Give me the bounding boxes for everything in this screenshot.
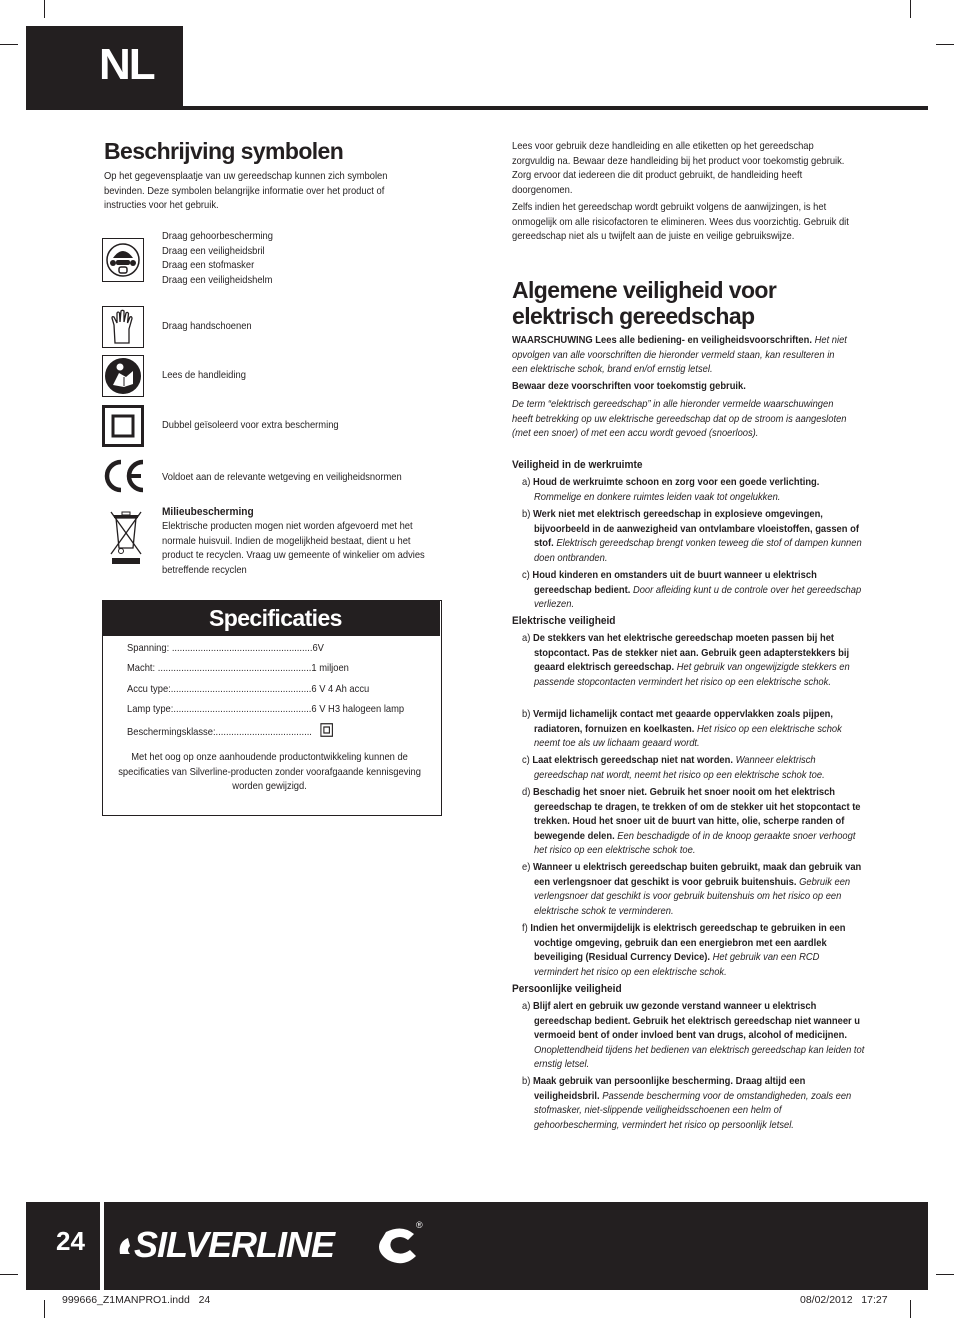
double-insulation-icon <box>102 405 144 447</box>
class-ii-icon <box>320 723 333 742</box>
symbol-line: Draag gehoorbescherming <box>162 231 273 242</box>
footer-separator <box>100 1202 104 1290</box>
intro-paragraph-2: Zelfs indien het gereedschap wordt gebruikt volgens de aanwijzingen, is het onmogelijk om alle risicofactoren te elimineren. Wees dus voorzichtig. Gebruik dit gereedschap niet als u twijfelt aan de juiste en veilige gebruikswijze. <box>512 202 849 243</box>
gloves-icon <box>102 306 144 348</box>
list-item <box>522 861 865 919</box>
header-rule <box>183 106 928 110</box>
item-bold: Indien het onvermijdelijk is elektrisch gereedschap te gebruiken in een vochtige omgeving, gebruik dan een energiebron met een aardlek beveiliging (Residual Currency Device). <box>530 923 846 964</box>
warning-italic: Het niet opvolgen van alle voorschriften die hieronder vermeld staan, kan resulteren in een elektrische schok, brand en/of ernstig letsel. <box>512 335 847 376</box>
symbol-text-gloves: Draag handschoenen <box>162 321 252 332</box>
specs-note: Met het oog op onze aanhoudende productontwikkeling kunnen de specificaties van Silverline-producten zonder voorafgaande kennisgeving worden gewijzigd. <box>118 752 421 793</box>
silverline-logo <box>116 1212 431 1277</box>
item-marker: a) <box>522 477 531 488</box>
symbols-title: Beschrijving symbolen <box>104 138 344 164</box>
symbol-text-insulation: Dubbel geïsoleerd voor extra bescherming <box>162 420 339 431</box>
specs-header <box>103 601 440 636</box>
language-code: NL <box>99 40 154 89</box>
item-italic: Gebruik een verlengsnoer dat geschikt is voor gebruik buitenshuis om het risico op een elektrische schok te verminderen. <box>533 876 851 917</box>
item-marker: b) <box>522 1076 531 1087</box>
symbol-line: Draag een veiligheidshelm <box>162 274 273 286</box>
item-marker: d) <box>522 787 531 798</box>
weee-heading: Milieubescherming <box>162 506 254 518</box>
item-italic: Het gebruik van een RCD vermindert het risico op een elektrische schok. <box>533 952 820 978</box>
item-bold: Wanneer u elektrisch gereedschap buiten gebruikt, maak dan gebruik van een verlengsnoer dat geschikt is voor gebruik buitenshuis. <box>532 862 862 888</box>
item-marker: f) <box>522 923 528 934</box>
keep-instructions <box>512 380 852 395</box>
list-item <box>522 632 865 690</box>
spec-label: Macht: ........................................................... <box>127 663 312 674</box>
section-heading-electrical: Elektrische veiligheid <box>512 615 616 627</box>
symbol-text-manual: Lees de handleiding <box>162 370 246 381</box>
warning-block <box>512 334 852 378</box>
item-italic: Elektrisch gereedschap brengt vonken teweeg die stof of dampen kunnen doen ontbranden. <box>533 538 862 564</box>
spec-label: Spanning: ...................................................... <box>127 643 313 654</box>
item-italic: Het risico op een elektrische schok neemt toe als uw lichaam geaard wordt. <box>533 723 842 750</box>
page-number: 24 <box>56 1226 85 1256</box>
item-marker: c) <box>522 755 530 766</box>
list-item <box>522 922 865 980</box>
spec-row <box>127 662 349 676</box>
specs-title: Specificaties <box>209 605 342 631</box>
spec-label: Beschermingsklasse:..................................... <box>127 727 312 739</box>
crop-mark <box>910 0 911 18</box>
file-slug: 999666_Z1MANPRO1.indd 24 <box>62 1294 211 1306</box>
item-bold: Houd de werkruimte schoon en zorg voor een goede verlichting. <box>532 477 820 488</box>
weee-text: Elektrische producten mogen niet worden afgevoerd met het normale huisvuil. Indien de mogelijkheid bestaat, dient u het product te recyclen. Vraag uw gemeente of winkelier om advies betreffende recyclen <box>162 521 425 576</box>
item-italic: Rommelige en donkere ruimtes leiden vaak tot ongelukken. <box>533 491 781 503</box>
spec-row <box>127 723 333 742</box>
symbol-text-safety <box>162 230 273 288</box>
list-item <box>522 569 865 613</box>
spec-value: 6V <box>312 643 324 654</box>
item-italic: Door afleiding kunt u de controle over het gereedschap verliezen. <box>533 584 862 611</box>
item-italic: Passende bescherming voor de omstandigheden, zoals een stofmasker, niet-slippende veiligheidsschoenen een helm of gehoorbescherming, vermindert het risico op persoonlijk letsel. <box>533 1090 852 1131</box>
list-item <box>522 476 865 505</box>
item-marker: b) <box>522 709 531 720</box>
weee-bin-icon <box>108 508 144 566</box>
item-bold: De stekkers van het elektrische gereedschap moeten passen bij het stopcontact. Pas de stekker niet aan. Gebruik geen adapterstekkers bij geaard elektrisch gereedschap. <box>532 633 850 674</box>
list-item <box>522 754 865 783</box>
crop-mark <box>44 1300 45 1318</box>
item-marker: e) <box>522 862 531 873</box>
section-heading-workspace: Veiligheid in de werkruimte <box>512 459 643 471</box>
spec-row <box>127 642 324 656</box>
section-heading-personal: Persoonlijke veiligheid <box>512 983 622 995</box>
spec-value: 1 miljoen <box>311 663 349 674</box>
item-marker: b) <box>522 509 531 520</box>
brand-wordmark: SILVERLINE <box>134 1224 335 1265</box>
registered-mark: ® <box>416 1220 423 1230</box>
list-item <box>522 708 865 752</box>
list-item <box>522 1075 865 1133</box>
item-bold: Vermijd lichamelijk contact met geaarde oppervlakken zoals pijpen, radiatoren, fornuizen en koelkasten. <box>532 709 833 735</box>
spec-label: Lamp type:..................................................... <box>127 704 312 715</box>
safety-title-line: Algemene veiligheid voor <box>512 277 777 303</box>
keep-bold: Bewaar deze voorschriften voor toekomstig gebruik. <box>512 381 746 392</box>
crop-mark <box>936 44 954 45</box>
item-bold: Laat elektrisch gereedschap niet nat worden. <box>532 755 733 766</box>
item-marker: c) <box>522 570 530 581</box>
list-item <box>522 508 865 566</box>
safety-gear-icon <box>102 238 144 282</box>
symbol-line: Draag een stofmasker <box>162 260 255 272</box>
list-item <box>522 786 865 859</box>
list-item <box>522 1000 865 1073</box>
spec-row <box>127 683 369 697</box>
item-marker: a) <box>522 1001 531 1012</box>
spec-row <box>127 703 404 717</box>
symbol-text-ce: Voldoet aan de relevante wetgeving en veiligheidsnormen <box>162 472 402 483</box>
term-definition <box>512 398 852 442</box>
spec-value: 6 V H3 halogeen lamp <box>311 704 405 715</box>
crop-mark <box>936 1274 954 1275</box>
spec-value: 6 V 4 Ah accu <box>311 684 370 695</box>
symbol-line: Draag een veiligheidsbril <box>162 245 265 257</box>
spec-label: Accu type:...................................................... <box>127 684 312 695</box>
intro-paragraph-1: Lees voor gebruik deze handleiding en alle etiketten op het gereedschap zorgvuldig na. Bewaar deze handleiding bij het product voor toekomstig gebruik. Zorg ervoor dat iedereen die dit product gebruikt, de handleiding heeft doorgenomen. <box>512 141 845 196</box>
crop-mark <box>0 44 18 45</box>
item-italic: Een beschadigde of in de knoop geraakte snoer verhoogt het risico op een elektrische schok toe. <box>533 830 856 857</box>
safety-title <box>512 277 776 329</box>
warning-bold: WAARSCHUWING Lees alle bediening- en veiligheidsvoorschriften. <box>512 335 812 346</box>
term-italic: De term “elektrisch gereedschap” in alle hieronder vermelde waarschuwingen heeft betrekking op uw elektrische gereedschap dat op de stroom is aangesloten (met een snoer) of met een accu wordt gevoed (snoerloos). <box>512 399 847 440</box>
item-bold: Houd kinderen en omstanders uit de buurt wanneer u elektrisch gereedschap bedient. <box>532 570 817 596</box>
safety-title-line: elektrisch gereedschap <box>512 303 755 329</box>
language-tab <box>26 26 183 110</box>
item-bold: Blijf alert en gebruik uw gezonde verstand wanneer u elektrisch gereedschap bedient. Gebruik het elektrisch gereedschap niet wanneer u vermoeid bent of onder invloed bent van drugs, alcohol of medicijnen. <box>532 1001 861 1042</box>
item-italic: Het gebruik van ongewijzigde stekkers en passende stopcontacten vermindert het risico op een elektrische schok. <box>533 662 850 688</box>
item-bold: Werk niet met elektrisch gereedschap in explosieve omgevingen, bijvoorbeeld in de aanwezigheid van ontvlambare vloeistoffen, gassen of stof. <box>532 509 859 550</box>
date-slug: 08/02/2012 17:27 <box>800 1294 888 1306</box>
item-italic: Wanneer elektrisch gereedschap nat wordt, neemt het risico op een elektrische schok toe. <box>533 755 825 781</box>
item-marker: a) <box>522 633 531 644</box>
item-italic: Onoplettendheid tijdens het bedienen van elektrisch gereedschap kan leiden tot ernstig letsel. <box>533 1044 865 1071</box>
symbols-intro: Op het gegevensplaatje van uw gereedschap kunnen zich symbolen bevinden. Deze symbolen belangrijke informatie over het product of instructies voor het gebruik. <box>104 171 388 212</box>
specs-box <box>102 600 442 816</box>
read-manual-icon <box>102 355 144 397</box>
crop-mark <box>910 1300 911 1318</box>
crop-mark <box>0 1274 18 1275</box>
item-bold: Beschadig het snoer niet. Gebruik het snoer nooit om het elektrisch gereedschap te dragen, te trekken of om de stekker uit het stopcontact te trekken. Houd het snoer uit de buurt van hitte, olie, scherpe randen of bewegende delen. <box>532 787 861 842</box>
ce-mark-icon <box>102 458 146 494</box>
item-bold: Maak gebruik van persoonlijke bescherming. Draag altijd een veiligheidsbril. <box>532 1076 806 1102</box>
crop-mark <box>44 0 45 18</box>
